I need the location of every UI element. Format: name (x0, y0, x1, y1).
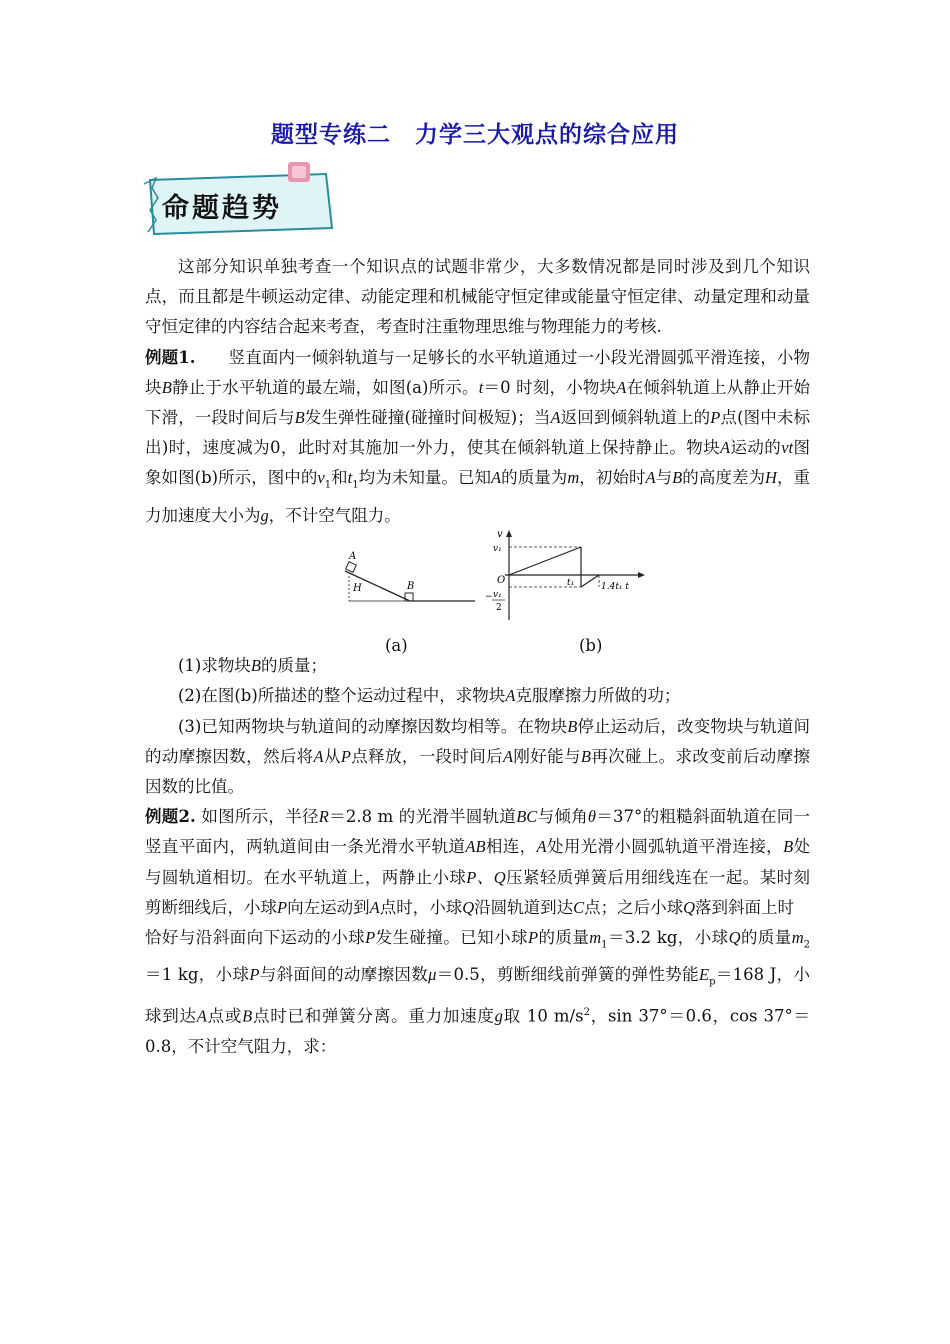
intro-paragraph: 这部分知识单独考查一个知识点的试题非常少，大多数情况都是同时涉及到几个知识点，而且都是牛顿运动定律、动能定理和机械能守恒定律或能量守恒定律、动量定理和动量守恒定律的内容结合起来考查，考查时注重物理思维与物理能力的考核. (145, 257, 810, 337)
question-1: (1)求物块B的质量； (178, 656, 327, 676)
badge-label: 命题趋势 (162, 193, 282, 224)
svg-text:t₁: t₁ (567, 578, 575, 589)
figure-b-vt-graph (475, 525, 655, 625)
page-title: 题型专练二 力学三大观点的综合应用 (271, 122, 679, 148)
svg-text:2: 2 (496, 603, 502, 614)
figure-a (335, 541, 475, 631)
svg-text:−: − (485, 592, 493, 603)
svg-text:B: B (407, 581, 415, 593)
svg-text:v: v (497, 529, 503, 541)
svg-text:v₁: v₁ (493, 590, 502, 601)
caption-b: (b) (579, 636, 603, 656)
article-body (145, 252, 810, 1062)
example1-label: 例题1. (145, 347, 196, 367)
example2-continued: 恰好与沿斜面向下运动的小球P发生碰撞。已知小球P的质量$m_1=3.2$ kg，小球Q的质量$m_2=1$ kg，小球P与斜面间的动摩擦因数μ＝0.5，剪断细线前弹簧的弹性势能$E_p=168$ J，小球到达A点或B点时已和弹簧分离。重力加速度g取 10 $m/s^2$，sin 37°＝0.6，cos 37°＝0.8，不计空气阻力，求： (145, 927, 811, 1056)
question-3: (3)已知两物块与轨道间的动摩擦因数均相等。在物块B停止运动后，改变物块与轨道间的动摩擦因数，然后将A从P点释放，一段时间后A刚好能与B再次碰上。求改变前后动摩擦因数的比值。 (145, 716, 811, 796)
svg-text:1.4t₁ t: 1.4t₁ t (601, 582, 630, 593)
svg-text:O: O (497, 575, 506, 587)
section-badge (140, 158, 340, 240)
example1-paragraph: 例题1. 竖直面内一倾斜轨道与一足够长的水平轨道通过一小段光滑圆弧平滑连接，小物块B静止于水平轨道的最左端，如图(a)所示。t＝0 时刻，小物块A在倾斜轨道上从静止开始下滑，一段时间后与B发生弹性碰撞(碰撞时间极短)；当A返回到倾斜轨道上的P点(图中未标出)时，速度减为0，此时对其施加一外力，使其在倾斜轨道上保持静止。物块A运动的vt图象如图(b)所示，图中的$v_1$和$t_1$均为未知量。已知A的质量为m，初始时A与B的高度差为H，重力加速度大小为g，不计空气阻力。 (145, 347, 811, 525)
example2-paragraph: 例题2. 如图所示，半径R＝2.8 m 的光滑半圆轨道BC与倾角θ＝37°的粗糙斜面轨道在同一竖直平面内，两轨道间由一条光滑水平轨道AB相连，A处用光滑小圆弧轨道平滑连接，B处与圆轨道相切。在水平轨道上，两静止小球P、Q压紧轻质弹簧后用细线连在一起。某时刻剪断细线后，小球P向左运动到A点时，小球Q沿圆轨道到达C点；之后小球Q落到斜面上时 (145, 807, 811, 917)
example1-figures (145, 529, 810, 656)
svg-text:A: A (349, 551, 357, 563)
svg-text:H: H (353, 583, 362, 595)
svg-text:v₁: v₁ (493, 544, 502, 555)
question-2: (2)在图(b)所描述的整个运动过程中，求物块A克服摩擦力所做的功； (178, 686, 681, 706)
caption-a: (a) (385, 636, 408, 656)
example2-label: 例题2. (145, 807, 196, 827)
